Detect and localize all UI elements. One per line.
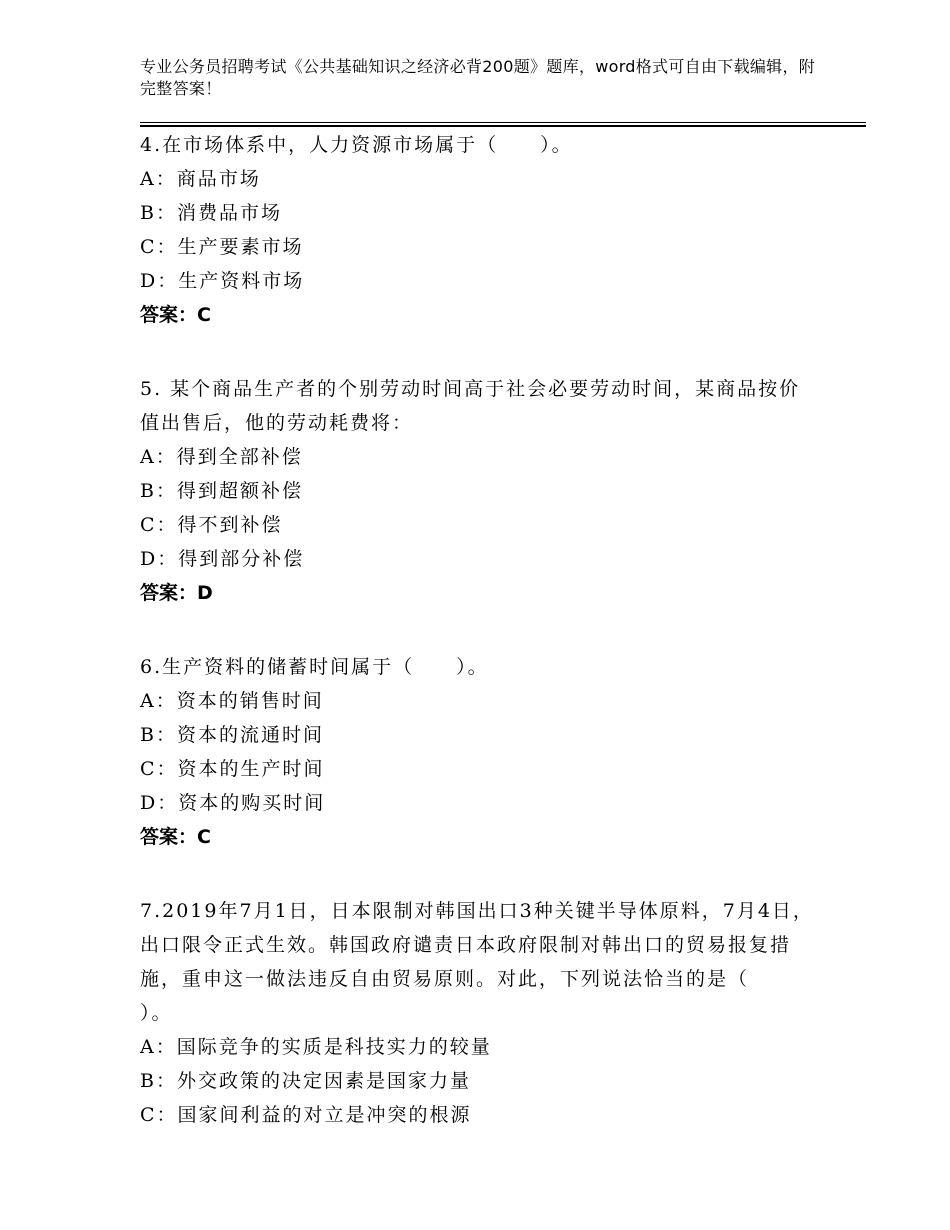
option-b: B：资本的流通时间 <box>140 724 324 746</box>
option-a: A：资本的销售时间 <box>140 690 324 712</box>
option-c: C：资本的生产时间 <box>140 758 325 780</box>
question-stem: 7.2019年7月1日，日本限制对韩国出口3种关键半导体原料，7月4日，出口限令正式生效。韩国政府谴责日本政府限制对韩出口的贸易报复措施，重申这一做法违反自由贸易原则。对此，下列说法恰当的是（ ）。 <box>140 900 814 1024</box>
option-d: D：得到部分补偿 <box>140 548 305 570</box>
option-a: A：国际竞争的实质是科技实力的较量 <box>140 1036 492 1058</box>
question-6 <box>140 650 820 854</box>
question-stem: 4.在市场体系中，人力资源市场属于（ ）。 <box>140 134 573 156</box>
question-stem: 5. 某个商品生产者的个别劳动时间高于社会必要劳动时间，某商品按价值出售后，他的劳动耗费将： <box>140 378 801 434</box>
question-list <box>140 128 820 1172</box>
header-divider <box>140 122 866 123</box>
header-divider-thick <box>140 125 866 127</box>
question-4 <box>140 128 820 332</box>
answer-line: 答案：C <box>140 826 211 848</box>
answer-line: 答案：C <box>140 304 211 326</box>
option-c: C：得不到补偿 <box>140 514 283 536</box>
option-a: A：商品市场 <box>140 168 261 190</box>
answer-line: 答案：D <box>140 582 213 604</box>
option-d: D：资本的购买时间 <box>140 792 326 814</box>
question-7 <box>140 894 820 1132</box>
option-a: A：得到全部补偿 <box>140 446 303 468</box>
document-header: 专业公务员招聘考试《公共基础知识之经济必背200题》题库，word格式可自由下载编辑，附完整答案！ <box>140 57 816 98</box>
question-5 <box>140 372 820 610</box>
option-b: B：外交政策的决定因素是国家力量 <box>140 1070 471 1092</box>
option-c: C：生产要素市场 <box>140 236 304 258</box>
question-stem: 6.生产资料的储蓄时间属于（ ）。 <box>140 656 489 678</box>
option-d: D：生产资料市场 <box>140 270 305 292</box>
option-b: B：消费品市场 <box>140 202 282 224</box>
option-c: C：国家间利益的对立是冲突的根源 <box>140 1104 472 1126</box>
option-b: B：得到超额补偿 <box>140 480 303 502</box>
